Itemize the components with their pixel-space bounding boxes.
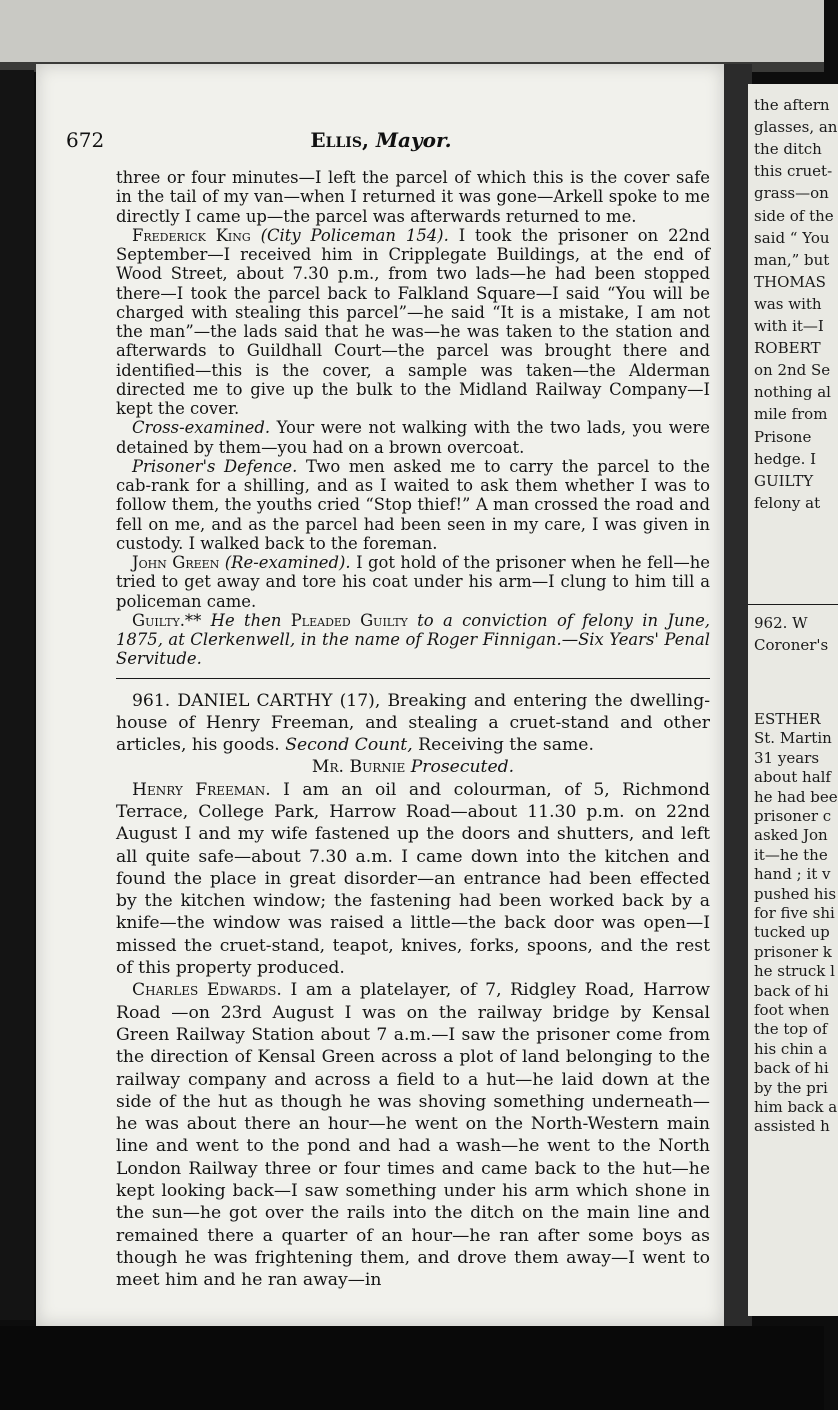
facing-page-line: 31 years bbox=[754, 748, 820, 767]
running-head-name: Ellis, bbox=[310, 128, 369, 152]
prosecutor-name: Mr. Burnie bbox=[311, 757, 406, 778]
verdict-he-then: He then bbox=[210, 610, 282, 630]
testimony-text: I am a platelayer, of 7, Ridgley Road, Harrow Road —on 23rd August I was on the railway bridge by Kensal Green Railway Station about 7 a.m.—I saw the prisoner come from the direction of Kensal Green across a plot of land belonging to the railway company and across a field to a hut—he laid down at the side of the hut as though he was shoving something underneath—he was about there an hour—he went on the North-Western main line and went to the pond and had a wash—he went to the North London Railway three or four times and came back to the hut—he kept looking back—I saw something under his arm which shone in the sun—he got over the rails into the ditch on the main line and remained there a quarter of an hour—he ran after some boys as though he was frightening them, and drove them away—I went to meet him and he ran away—in bbox=[116, 980, 711, 1291]
facing-page-line: back of hi bbox=[754, 981, 829, 1000]
facing-page-line: hand ; it v bbox=[754, 865, 831, 884]
book-left-edge bbox=[0, 70, 34, 1320]
witness-name: Frederick King bbox=[132, 225, 251, 245]
witness-name: Charles Edwards. bbox=[132, 980, 282, 1001]
testimony-text: I took the prisoner on 22nd September—I received him in Cripplegate Buildings, at the end of Wood Street, about 7.30 p.m., from two lads—he had been stopped there—I took the parcel back to Falkland Square—I said “You will be charged with stealing this parcel”—he said “It is a mistake, I am not the man”—the lads said that he was—he was taken to the station and afterwards to Guildhall Court—the parcel was brought there and identified—this is the cover, a sample was taken—the Alderman directed me to give up the bulk to the Midland Railway Company—I kept the cover. bbox=[116, 225, 710, 418]
case-receiving: Receiving the same. bbox=[418, 735, 594, 756]
prosecuted-label: Prosecuted. bbox=[410, 757, 515, 778]
facing-page-line: St. Martin bbox=[754, 729, 832, 748]
witness-role: (Re-examined). bbox=[224, 553, 351, 572]
verdict bbox=[116, 611, 710, 669]
facing-page-line: mile from bbox=[754, 405, 828, 424]
facing-page-line: him back a bbox=[754, 1098, 838, 1116]
facing-page-line: felony at bbox=[754, 493, 821, 512]
facing-page-line: this cruet- bbox=[754, 162, 833, 181]
facing-page-line: prisoner k bbox=[754, 942, 832, 961]
facing-page-line: said “ You bbox=[754, 228, 830, 247]
facing-page-line: back of hi bbox=[754, 1059, 829, 1078]
facing-page-line: tucked up bbox=[754, 923, 830, 942]
page-text bbox=[116, 168, 710, 1292]
verdict-rest: to a conviction of felony in June, 1875, at Clerkenwell, in the name of Roger Finnigan.—Six Years' Penal Servitude. bbox=[116, 610, 710, 669]
facing-page-divider bbox=[748, 604, 838, 605]
testimony-king bbox=[116, 226, 710, 419]
testimony-edwards bbox=[116, 979, 710, 1291]
facing-page-line: he had bee bbox=[754, 787, 838, 806]
facing-page-line: the ditch bbox=[754, 140, 822, 159]
page-number: 672 bbox=[66, 128, 105, 152]
testimony-text: I am an oil and colourman, of 5, Richmond Terrace, College Park, Harrow Road—about 11.30 p.m. on 22nd August I and my wife fastened up the doors and shutters, and left all quite safe—about 7.30 a.m. I came down into the kitchen and found the place in great disorder—an entrance had been effected by the kitchen window; the fastening had been worked back by a knife—the window was raised a little—the back door was open—I missed the cruet-stand, teapot, knives, forks, spoons, and the rest of this property produced. bbox=[116, 779, 710, 979]
testimony-freeman bbox=[116, 779, 710, 980]
facing-page-line: pushed his bbox=[754, 884, 837, 903]
case-charge: Breaking and entering the dwelling-house of Henry Freeman, and stealing a cruet-stand and other articles, his goods. bbox=[116, 690, 710, 756]
facing-page-line: Prisone bbox=[754, 427, 812, 446]
case-heading bbox=[116, 690, 710, 757]
facing-page-line: assisted h bbox=[754, 1117, 830, 1136]
prisoner-defence bbox=[116, 457, 710, 553]
facing-page-line: his chin a bbox=[754, 1039, 828, 1058]
facing-page-line: hedge. I bbox=[754, 449, 817, 468]
facing-page bbox=[748, 84, 838, 1316]
case-961 bbox=[116, 690, 710, 1292]
facing-page-line: side of the bbox=[754, 206, 834, 225]
witness-name: John Green bbox=[132, 553, 220, 572]
facing-page-line: on 2nd Se bbox=[754, 361, 831, 380]
facing-page-line: it—he the bbox=[754, 845, 828, 864]
facing-page-line: foot when bbox=[754, 1001, 830, 1019]
page-header bbox=[66, 124, 696, 158]
scan-bottom-background bbox=[0, 1326, 824, 1410]
prosecution-line bbox=[116, 756, 710, 778]
cross-label: Cross-examined. bbox=[132, 418, 271, 438]
facing-page-line: man,” but bbox=[754, 250, 830, 269]
running-head-title: Mayor. bbox=[375, 128, 452, 152]
facing-page-line: 962. W bbox=[754, 614, 808, 632]
witness-name: Henry Freeman. bbox=[132, 779, 271, 800]
facing-page-line: ESTHER bbox=[754, 710, 821, 728]
facing-page-line: grass—on bbox=[754, 184, 829, 203]
witness-role: (City Policeman 154). bbox=[260, 225, 449, 245]
testimony-green bbox=[116, 553, 710, 611]
facing-page-line: asked Jon bbox=[754, 826, 828, 845]
defence-text: Two men asked me to carry the parcel to the cab-rank for a shilling, and as I waited to ask them whether I was to follow them, the youths cried “Stop thief!” A man crossed the road and fell on me, and as the parcel had been seen in my care, I was given in custody. I walked back to the foreman. bbox=[116, 456, 710, 553]
facing-page-line: by the pri bbox=[754, 1078, 828, 1097]
facing-page-line: glasses, an bbox=[754, 118, 838, 137]
facing-page-line: was with bbox=[754, 294, 822, 313]
facing-page-line: Coroner's bbox=[754, 636, 829, 654]
facing-page-line: he struck l bbox=[754, 962, 835, 981]
facing-page-line: THOMAS bbox=[754, 272, 826, 291]
case-number-name: 961. DANIEL CARTHY (17), bbox=[132, 690, 381, 711]
facing-page-line: nothing al bbox=[754, 383, 831, 402]
scan-top-background bbox=[0, 0, 824, 72]
verdict-guilty: Guilty.** bbox=[132, 610, 202, 630]
facing-page-line: about half bbox=[754, 768, 831, 787]
paragraph-continuation: three or four minutes—I left the parcel of which this is the cover safe in the tail of my van—when I returned it was gone—Arkell spoke to me directly I came up—the parcel was afterwards returned to me. bbox=[116, 168, 710, 226]
cross-text: Your were not walking with the two lads, you were detained by them—you had on a brown overcoat. bbox=[116, 418, 711, 457]
cross-examination bbox=[116, 418, 710, 457]
facing-page-line: ROBERT bbox=[754, 339, 821, 358]
running-head bbox=[66, 128, 696, 152]
facing-page-line: with it—I bbox=[754, 317, 824, 335]
verdict-pleaded: Pleaded Guilty bbox=[290, 610, 408, 630]
facing-page-line: for five shi bbox=[754, 904, 835, 922]
defence-label: Prisoner's Defence. bbox=[132, 456, 298, 476]
facing-page-line: GUILTY bbox=[754, 471, 814, 490]
case-second-count: Second Count, bbox=[285, 735, 413, 756]
facing-page-line: the top of bbox=[754, 1020, 828, 1039]
facing-page-line: prisoner c bbox=[754, 807, 832, 825]
testimony-text: I got hold of the prisoner when he fell—he tried to get away and tore his coat under his arm—I clung to him till a policeman came. bbox=[116, 553, 710, 611]
section-divider bbox=[116, 678, 710, 679]
facing-page-line: the aftern bbox=[754, 96, 830, 114]
